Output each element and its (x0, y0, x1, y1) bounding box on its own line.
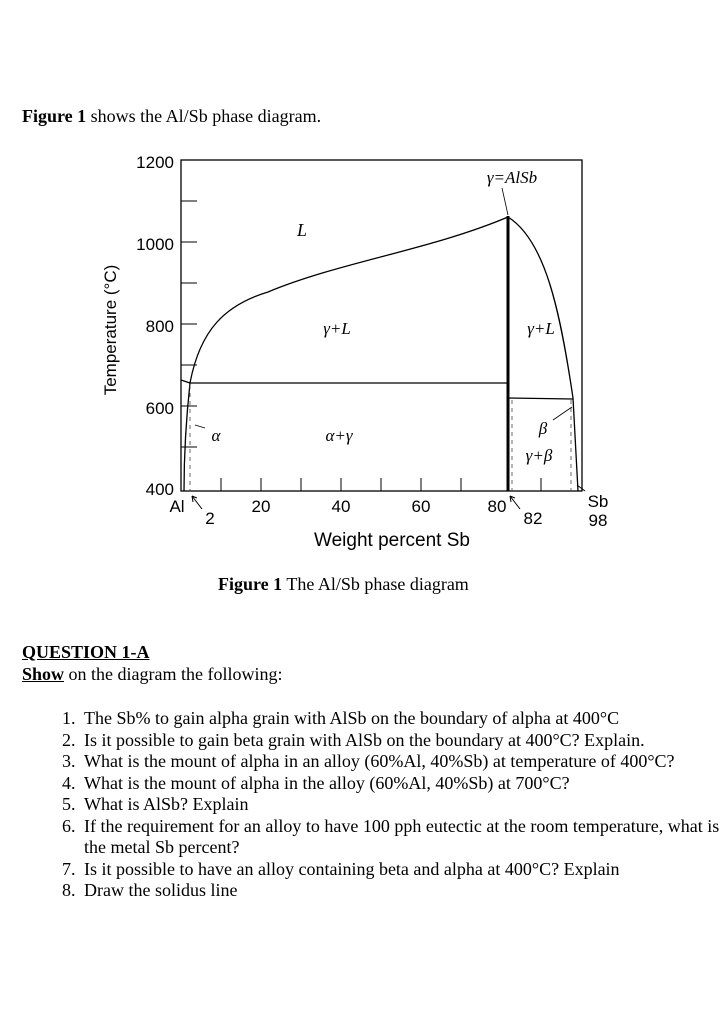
caption-figure-ref: Figure 1 (218, 574, 283, 594)
intro-figure-ref: Figure 1 (22, 106, 87, 126)
intro-text: shows the Al/Sb phase diagram. (86, 106, 322, 126)
show-word: Show (22, 664, 65, 684)
phase-label-liquid: L (296, 220, 308, 240)
question-item: 1. The Sb% to gain alpha grain with AlSb on the boundary of alpha at 400°C (80, 708, 720, 730)
caption-text: The Al/Sb phase diagram (282, 574, 469, 594)
question-title: QUESTION 1-A (22, 642, 150, 662)
y-tick-label-800: 800 (145, 317, 174, 336)
question-item: 6. If the requirement for an alloy to have 100 pph eutectic at the room temperature, what is the metal Sb percent? (80, 816, 720, 859)
phase-label-alpha-gamma: α+γ (325, 426, 353, 445)
question-item: 8. Draw the solidus line (80, 880, 720, 902)
phase-label-gamma-alsb: γ=AlSb (486, 168, 538, 187)
marker-2-label: 2 (205, 509, 215, 528)
x-tick-label-40: 40 (331, 497, 351, 516)
liquidus-left-curve (181, 217, 508, 383)
x-tick-marks (221, 478, 541, 491)
question-instruction (22, 664, 282, 685)
left-end-label: Al (169, 497, 185, 516)
marker-82-label: 82 (523, 509, 543, 528)
gamma-alsb-leader (502, 188, 508, 215)
question-item: 3. What is the mount of alpha in an alloy (60%Al, 40%Sb) at temperature of 400°C? (80, 751, 720, 773)
eutectic-line-right (508, 398, 573, 399)
x-tick-label-80: 80 (487, 497, 507, 516)
y-axis-label: Temperature (°C) (101, 264, 120, 396)
instruction-text: on the diagram the following: (64, 664, 283, 684)
x-tick-label-60: 60 (411, 497, 431, 516)
y-tick-label-600: 600 (145, 399, 174, 418)
marker-98-label: 98 (588, 511, 608, 530)
y-tick-label-1000: 1000 (136, 235, 174, 254)
phase-label-beta: β (538, 419, 548, 438)
y-tick-marks (181, 201, 197, 447)
y-tick-label-1200: 1200 (136, 153, 174, 172)
plot-frame (181, 160, 582, 491)
phase-label-alpha: α (211, 426, 221, 445)
question-item: 7. Is it possible to have an alloy containing beta and alpha at 400°C? Explain (80, 859, 720, 881)
y-tick-label-400: 400 (145, 480, 174, 499)
alpha-solvus (184, 383, 190, 491)
question-item: 4. What is the mount of alpha in the alloy (60%Al, 40%Sb) at 700°C? (80, 773, 720, 795)
question-item: 2. Is it possible to gain beta grain with AlSb on the boundary at 400°C? Explain. (80, 730, 720, 752)
phase-label-gamma-liquid-right: γ+L (527, 319, 555, 338)
question-list (42, 708, 720, 902)
x-tick-label-20: 20 (251, 497, 271, 516)
alpha-leader (195, 425, 205, 428)
phase-label-gamma-liquid-left: γ+L (323, 319, 351, 338)
beta-leader (553, 407, 572, 420)
figure-caption (218, 574, 469, 595)
phase-label-gamma-beta: γ+β (525, 446, 553, 465)
x-axis-label: Weight percent Sb (314, 530, 470, 551)
question-item: 5. What is AlSb? Explain (80, 794, 720, 816)
right-end-label: Sb (587, 492, 609, 511)
